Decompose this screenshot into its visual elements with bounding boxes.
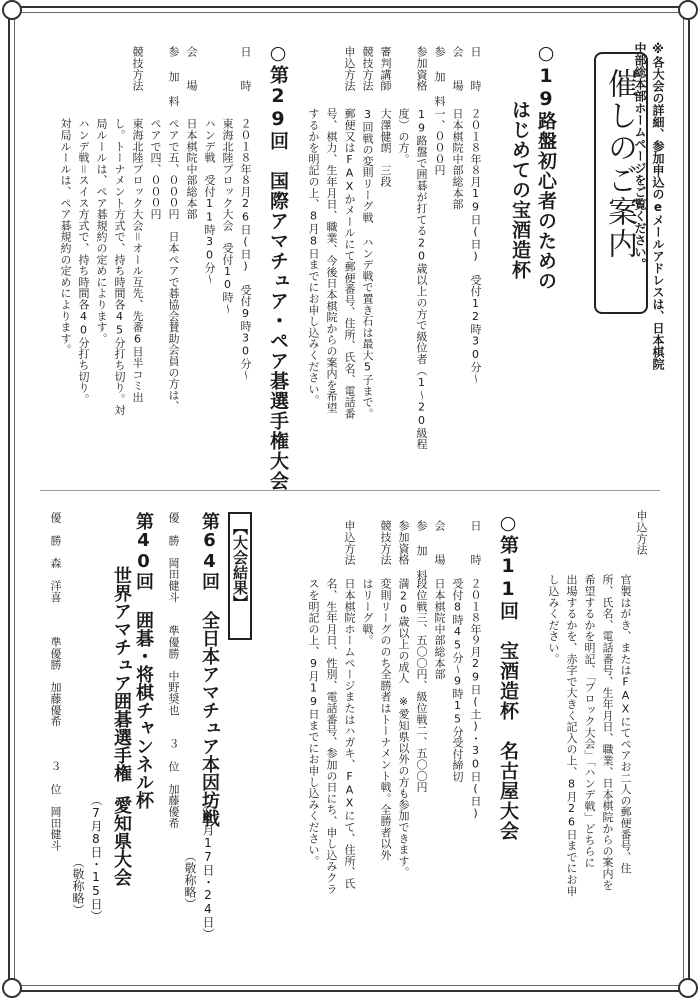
row-label: 日 時: [469, 520, 482, 566]
section-divider: [40, 490, 660, 491]
row-value: ペアで四、０００円: [149, 118, 162, 220]
event-heading: ○第29回 国際アマチュア・ペア碁選手権大会: [267, 42, 289, 491]
event-heading: はじめての宝酒造杯: [509, 100, 531, 280]
result-winners: 優 勝 岡田健斗 準優勝 中野奨也 ３ 位 加藤優希: [167, 512, 180, 829]
row-value: 変則リーグののち全勝者はトーナメント戦。全勝者以外: [379, 578, 392, 861]
row-value: 希望するかを明記、「ブロック大会」「ハンデ戦」どちらに: [583, 574, 596, 869]
row-value: ハンデ戦 受付11時30分〜: [203, 118, 216, 285]
row-label: 参 加 料: [433, 46, 446, 107]
row-value: スを明記の上、9月19日までにお申し込みください。: [307, 578, 320, 867]
title-box: [594, 52, 648, 314]
corner-ornament: [678, 0, 698, 20]
row-value: 官製はがき、またはFAXにてペアお二人の郵便番号、住: [619, 574, 632, 874]
row-label: 会 場: [433, 520, 446, 566]
row-value: はリーグ戦。: [361, 578, 374, 646]
row-value: 満20歳以上の成人 ※愛知県以外の方も参加できます。: [397, 578, 410, 878]
row-value: 受付8時45分〜9時15分受付締切: [451, 578, 464, 783]
row-value: し。トーナメント方式で、持ち時間各45分打ち切り。対: [113, 118, 126, 416]
event-heading: ○第11回 宝酒造杯 名古屋大会: [497, 512, 519, 841]
corner-ornament: [678, 978, 698, 998]
result-honorific: （敬称略）: [183, 850, 197, 910]
event-heading: ○19路盤初心者のための: [535, 42, 557, 291]
row-label: 参加資格: [397, 520, 410, 566]
row-value: ２０１８年８月26日(日) 受付9時30分〜: [239, 118, 252, 381]
row-value: 局ルールは、ペア碁規約の定めによります。: [95, 118, 108, 344]
row-label: 審判講師: [379, 46, 392, 92]
row-label: 会 場: [185, 46, 198, 92]
results-label-box: [228, 512, 252, 640]
row-value: 一、０００円: [433, 108, 446, 176]
notice-line: 中部総本部ホームページをご覧ください。: [633, 42, 647, 270]
page-title: 催しのご案内: [602, 68, 637, 260]
row-value: ハンデ戦＝スイス方式で、持ち時間各40分打ち切り。: [77, 118, 90, 405]
result-title: 愛知県大会: [111, 796, 132, 886]
row-label: 申込方法: [343, 520, 356, 566]
row-value: 19路盤で囲碁が打てる20歳以上の方で級位者（1〜20級程: [415, 108, 428, 450]
row-value: ペアで五、０００円 日本ペアで碁協会賛助会員の方は、: [167, 118, 180, 412]
row-value: し込みください。: [547, 574, 560, 665]
row-value: 東海北陸ブロック大会 受付10時〜: [221, 118, 234, 315]
row-label: 競技方法: [379, 520, 392, 566]
row-value: 日本棋院中部総本部: [185, 118, 198, 220]
row-label: 日 時: [239, 46, 252, 92]
corner-ornament: [2, 0, 22, 20]
result-title: 第64回 全日本アマチュア本因坊戦: [199, 512, 220, 827]
row-label: 競技方法: [361, 46, 374, 92]
row-value: 出場するかを、赤字で大きく記入の上、8月26日までにお申: [565, 574, 578, 897]
row-value: 名、生年月日、性別、電話番号、参加の日にち、申し込みクラ: [325, 578, 338, 895]
row-value: ２０１８年９月29日(土)・30日(日): [469, 578, 482, 820]
row-value: 日本棋院中部総本部: [451, 108, 464, 210]
corner-ornament: [2, 978, 22, 998]
result-winners: 優 勝 森 洋喜 準優勝 加藤優希 ３ 位 岡田健斗: [49, 512, 62, 851]
result-title: 第40回 囲碁・将棋チャンネル杯: [133, 512, 154, 809]
result-date: （6月17日・24日）: [201, 798, 215, 940]
row-label: 会 場: [451, 46, 464, 92]
row-value: 所、氏名、電話番号、生年月日、職業、日本棋院からの案内を: [601, 574, 614, 891]
row-value: 大澤健朗 三段: [379, 108, 392, 188]
row-label: 申込方法: [635, 510, 648, 556]
row-label: 参 加 料: [167, 46, 180, 107]
row-value: 段位戦三、五〇〇円、級位戦二、五〇〇円: [415, 578, 428, 793]
row-value: するかを明記の上、8月8日までにお申し込みください。: [307, 108, 320, 406]
notice-line: ※各大会の詳細、参加申込のeメールアドレスは、日本棋院: [651, 42, 665, 370]
row-label: 申込方法: [343, 46, 356, 92]
result-honorific: （敬称略）: [71, 856, 85, 916]
row-value: 東海北陸ブロック大会＝オール互先、先番6目半コミ出: [131, 118, 144, 403]
row-label: 参 加 料: [415, 520, 428, 581]
result-date: （7月8日・15日）: [89, 794, 103, 922]
results-label: 【大会結果】: [231, 520, 249, 610]
row-label: 参加資格: [415, 46, 428, 92]
row-value: 対局ルールは、ペア碁規約の定めによります。: [59, 118, 72, 356]
row-value: 日本棋院中部総本部: [433, 578, 446, 680]
row-value: 日本棋院ホームページまたはハガキ、FAXにて、住所、氏: [343, 578, 356, 890]
row-value: ２０１８年８月19日(日) 受付12時30分〜: [469, 108, 482, 384]
row-value: 3回戦の変則リーグ戦 ハンデ戦で置き石は最大5子まで。: [361, 108, 374, 420]
row-label: 日 時: [469, 46, 482, 92]
row-label: 競技方法: [131, 46, 144, 92]
row-value: 郵便又はFAXかメールにて郵便番号、住所、氏名、電話番: [343, 108, 356, 420]
result-title: 世界アマチュア囲碁選手権: [111, 566, 132, 782]
row-value: 度）の方。: [397, 108, 410, 165]
row-value: 号、棋力、生年月日、職業、今後日本棋院からの案内を希望: [325, 108, 338, 414]
